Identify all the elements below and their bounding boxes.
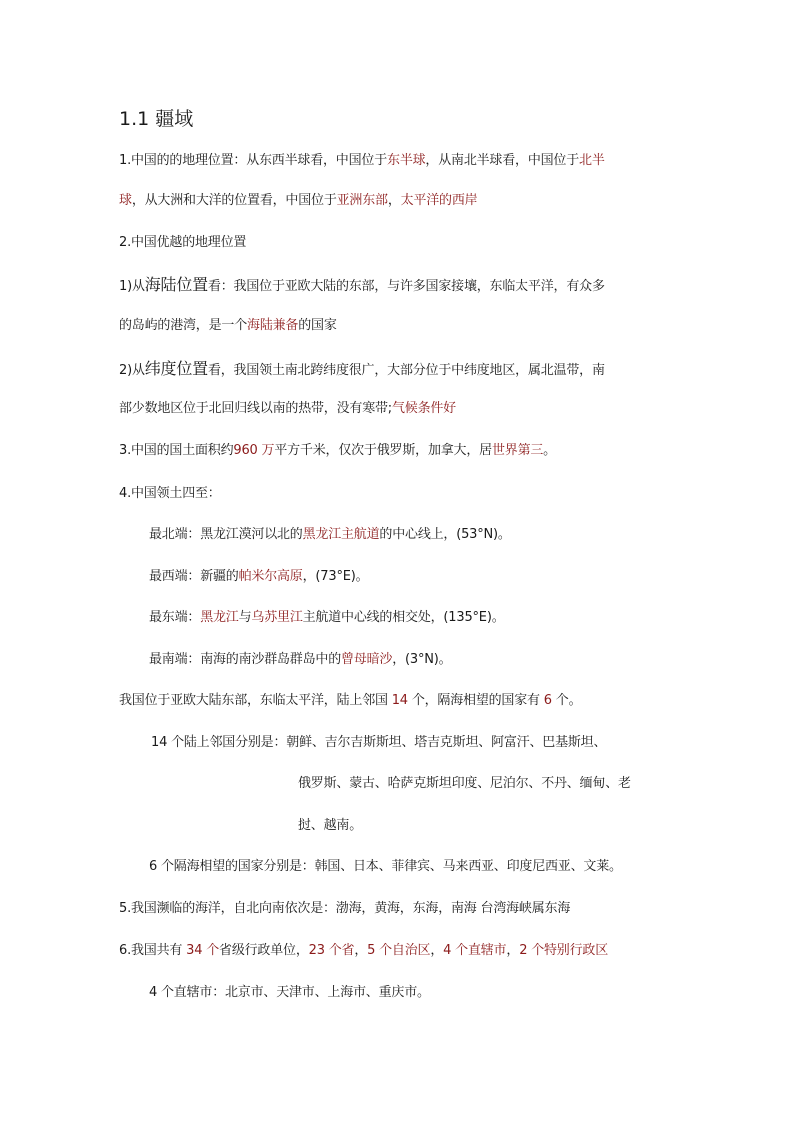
text: 我国位于亚欧大陆东部，东临太平洋，陆上邻国 xyxy=(119,693,392,708)
paragraph-1-line-2 xyxy=(119,191,684,211)
text: 的中心线上，(53°N)。 xyxy=(379,527,511,542)
sea-neighbors: 6 个隔海相望的国家分别是：韩国、日本、菲律宾、马来西亚、印度尼西亚、文莱。 xyxy=(149,859,622,874)
paragraph-2: 2.中国优越的地理位置 xyxy=(119,235,247,250)
text: 部少数地区位于北回归线以南的热带，没有寒带; xyxy=(119,401,392,416)
text: 与 xyxy=(238,610,252,625)
highlight: 黑龙江 xyxy=(200,610,239,625)
highlight: 2 个特别行政区 xyxy=(519,943,608,958)
text: 最东端： xyxy=(149,610,201,625)
text: ，从南北半球看，中国位于 xyxy=(425,153,580,168)
text: 平方千米，仅次于俄罗斯，加拿大，居 xyxy=(274,443,492,458)
highlight: 曾母暗沙 xyxy=(341,652,393,667)
text: ， xyxy=(354,943,368,958)
highlight: 亚洲东部 xyxy=(336,193,388,208)
extreme-north xyxy=(149,525,684,545)
paragraph-3-line-1 xyxy=(119,275,684,297)
highlight: 黑龙江主航道 xyxy=(302,527,380,542)
text: 看，我国领土南北跨纬度很广，大部分位于中纬度地区，属北温带，南 xyxy=(207,363,605,378)
text: 。 xyxy=(543,443,556,458)
highlight: 太平洋的西岸 xyxy=(400,193,478,208)
emphasis-term: 纬度位置 xyxy=(144,359,208,378)
paragraph-9 xyxy=(119,941,679,961)
text: 最南端：南海的南沙群岛群岛中的 xyxy=(149,652,342,667)
text: ，从大洲和大洋的位置看，中国位于 xyxy=(131,193,337,208)
text: ， xyxy=(506,943,520,958)
text: 的国家 xyxy=(298,318,337,333)
text: 省级行政单位， xyxy=(219,943,309,958)
text: 最西端：新疆的 xyxy=(149,569,239,584)
text: 最北端：黑龙江漠河以北的 xyxy=(149,527,303,542)
municipalities: 4 个直辖市：北京市、天津市、上海市、重庆市。 xyxy=(149,985,430,1000)
land-neighbors-line-2: 俄罗斯、蒙古、哈萨克斯坦印度、尼泊尔、不丹、缅甸、老 xyxy=(298,776,631,791)
extreme-south xyxy=(149,650,684,670)
paragraph-3-line-2 xyxy=(119,316,684,336)
highlight: 14 xyxy=(391,693,408,708)
text: ，(73°E)。 xyxy=(302,569,369,584)
paragraph-1-line-1 xyxy=(119,151,684,171)
text: 的岛屿的港湾，是一个 xyxy=(119,318,248,333)
text: 6.我国共有 xyxy=(119,943,187,958)
highlight: 乌苏里江 xyxy=(251,610,303,625)
text: ， xyxy=(387,193,401,208)
text: 个。 xyxy=(551,693,582,708)
text: ，(3°N)。 xyxy=(392,652,452,667)
highlight: 球 xyxy=(119,193,132,208)
highlight: 帕米尔高原 xyxy=(238,569,303,584)
highlight: 6 xyxy=(543,693,552,708)
emphasis-term: 海陆位置 xyxy=(144,275,208,294)
paragraph-4-line-2 xyxy=(119,399,684,419)
extreme-east xyxy=(149,608,684,628)
text: 2)从 xyxy=(119,363,145,378)
paragraph-7 xyxy=(119,691,684,711)
paragraph-6: 4.中国领土四至： xyxy=(119,486,221,501)
highlight: 34 个 xyxy=(186,943,220,958)
highlight: 北半 xyxy=(579,153,605,168)
paragraph-8: 5.我国濒临的海洋，自北向南依次是：渤海，黄海，东海，南海 台湾海峡属东海 xyxy=(119,901,571,916)
text: 3.中国的国土面积约 xyxy=(119,443,234,458)
highlight: 气候条件好 xyxy=(391,401,456,416)
highlight: 4 个直辖市 xyxy=(443,943,507,958)
land-neighbors-line-3: 挝、越南。 xyxy=(298,818,363,833)
highlight: 5 个自治区 xyxy=(367,943,431,958)
highlight: 东半球 xyxy=(387,153,426,168)
highlight: 23 个省 xyxy=(308,943,355,958)
text: 1.中国的的地理位置：从东西半球看，中国位于 xyxy=(119,153,388,168)
paragraph-4-line-1 xyxy=(119,359,684,381)
paragraph-5 xyxy=(119,441,684,461)
extreme-west xyxy=(149,567,684,587)
text: 主航道中心线的相交处，(135°E)。 xyxy=(302,610,505,625)
land-neighbors-line-1: 14 个陆上邻国分别是：朝鲜、吉尔吉斯斯坦、塔吉克斯坦、阿富汗、巴基斯坦、 xyxy=(151,735,607,750)
text: ， xyxy=(430,943,444,958)
highlight: 海陆兼备 xyxy=(247,318,299,333)
highlight: 960 万 xyxy=(233,443,275,458)
text: 看：我国位于亚欧大陆的东部，与许多国家接壤，东临太平洋，有众多 xyxy=(207,279,605,294)
text: 个，隔海相望的国家有 xyxy=(407,693,544,708)
highlight: 世界第三 xyxy=(491,443,544,458)
text: 1)从 xyxy=(119,279,145,294)
section-heading: 1.1 疆域 xyxy=(119,108,194,130)
